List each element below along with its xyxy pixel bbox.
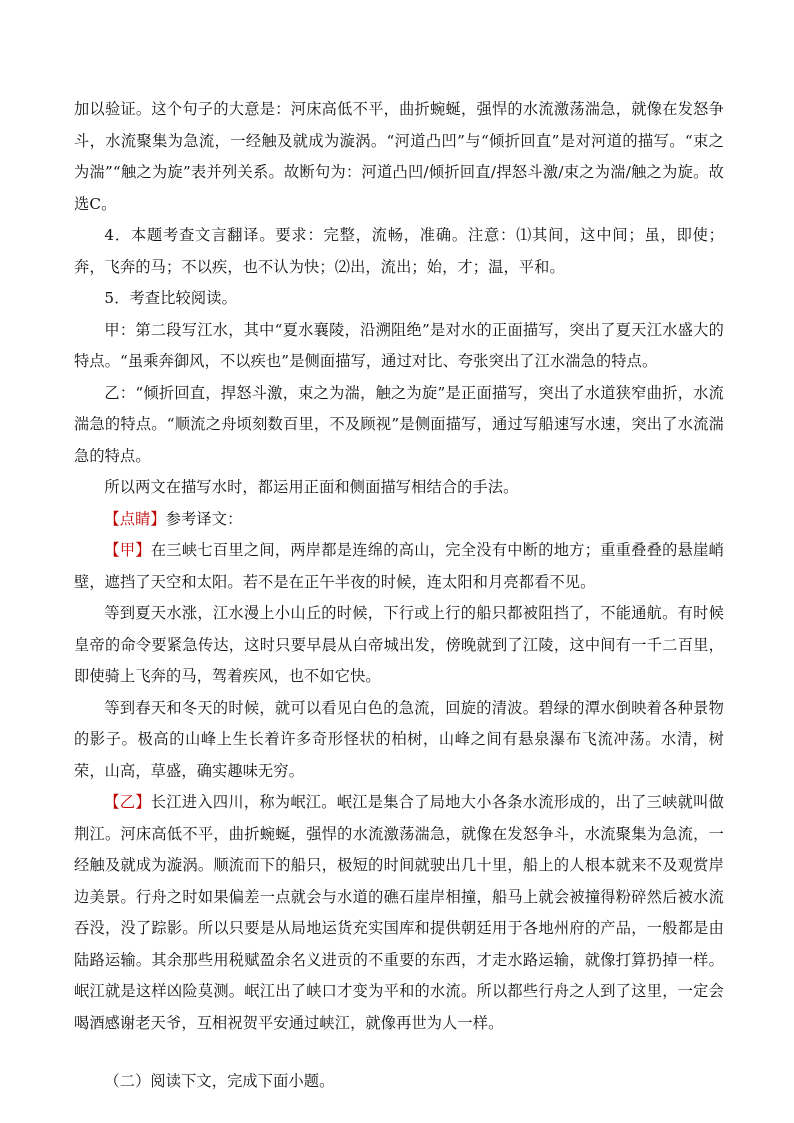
translation-yi-paragraph (74, 787, 724, 1039)
translation-jia-tag: 【甲】 (104, 541, 151, 559)
intro-paragraph: 加以验证。这个句子的大意是：河床高低不平，曲折蜿蜒，强悍的水流激荡湍急，就像在发怒争斗，水流聚集为急流，一经触及就成为漩涡。“河道凸凹”与“倾折回直”是对河道的描写。“束之为湍”“触之为旋”表并列关系。故断句为：河道凸凹/倾折回直/捍怒斗激/束之为湍/触之为旋。故选C。 (74, 100, 724, 213)
dianjing-heading (74, 504, 724, 536)
translation-jia-text-1: 在三峡七百里之间，两岸都是连绵的高山，完全没有中断的地方；重重叠叠的悬崖峭壁，遮挡了天空和太阳。若不是在正午半夜的时候，连太阳和月亮都看不见。 (74, 541, 724, 591)
dianjing-label: 参考译文： (165, 509, 243, 528)
translation-jia-paragraph-3: 等到春天和冬天的时候，就可以看见白色的急流，回旋的清波。碧绿的潭水倒映着各种景物的影子。极高的山峰上生长着许多奇形怪状的柏树，山峰之间有悬泉瀑布飞流冲荡。水清，树荣，山高，草盛，确实趣味无穷。 (74, 698, 724, 780)
translation-jia-paragraph-1 (74, 535, 724, 598)
translation-yi-text: 长江进入四川，称为岷江。岷江是集合了局地大小各条水流形成的，出了三峡就叫做荆江。河床高低不平，曲折蜿蜒，强悍的水流激荡湍急，就像在发怒争斗，水流聚集为急流，一经触及就成为漩涡。顺流而下的船只，极短的时间就驶出几十里，船上的人根本就来不及观赏岸边美景。行舟之时如果偏差一点就会与水道的礁石崖岸相撞，船马上就会被撞得粉碎然后被水流吞没，没了踪影。所以只要是从局地运货充实国库和提供朝廷用于各地州府的产品，一般都是由陆路运输。其余那些用税赋盈余名义进贡的不重要的东西，才走水路运输，就像打算扔掉一样。岷江就是这样凶险莫测。岷江出了峡口才变为平和的水流。所以都些行舟之人到了这里，一定会喝酒感谢老天爷，互相祝贺平安通过峡江，就像再世为人一样。 (74, 793, 724, 1032)
translation-jia-paragraph-2: 等到夏天水涨，江水漫上小山丘的时候，下行或上行的船只都被阻挡了，不能通航。有时候皇帝的命令要紧急传达，这时只要早晨从白帝城出发，傍晚就到了江陵，这中间有一千二百里，即使骑上飞奔的马，驾着疾风，也不如它快。 (74, 604, 724, 685)
translation-yi-tag: 【乙】 (104, 793, 151, 811)
answer-4-paragraph: 4．本题考查文言翻译。要求：完整，流畅，准确。注意：⑴其间，这中间；虽，即使；奔，飞奔的马；不以疾，也不认为快；⑵出，流出；始，才；温，平和。 (74, 226, 724, 276)
answer-5-heading: 5．考查比较阅读。 (104, 289, 237, 307)
section-2-heading: （二）阅读下文，完成下面小题。 (104, 1072, 335, 1090)
answer-5-yi-paragraph: 乙：“倾折回直，捍怒斗激，束之为湍，触之为旋”是正面描写，突出了水道狭窄曲折，水流湍急的特点。“顺流之舟顷刻数百里，不及顾视”是侧面描写，通过写船速写水速，突出了水流湍急的特点。 (74, 383, 724, 465)
document-page (74, 94, 724, 1098)
dianjing-tag: 【点睛】 (104, 509, 166, 528)
answer-5-summary: 所以两文在描写水时，都运用正面和侧面描写相结合的手法。 (104, 478, 519, 496)
answer-5-jia-paragraph: 甲：第二段写江水，其中“夏水襄陵，沿溯阻绝”是对水的正面描写，突出了夏天江水盛大的特点。“虽乘奔御风，不以疾也”是侧面描写，通过对比、夸张突出了江水湍急的特点。 (74, 320, 724, 370)
